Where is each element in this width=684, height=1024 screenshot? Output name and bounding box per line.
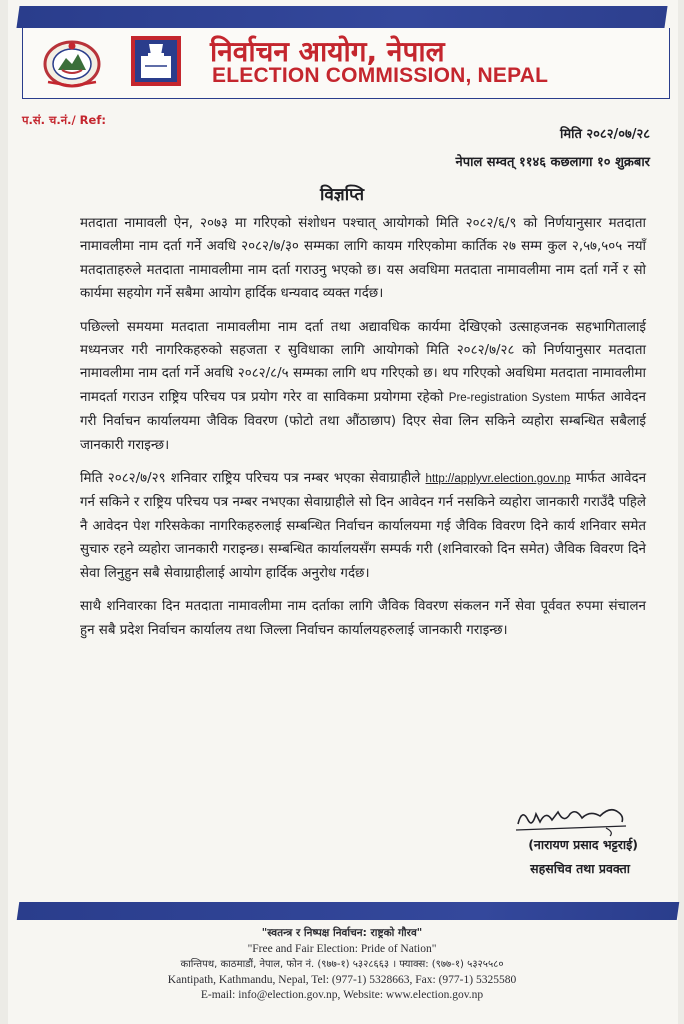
signatory-title: सहसचिव तथा प्रवक्ता [530,861,630,876]
footer-address-nepali: कान्तिपथ, काठमाडौं, नेपाल, फोन नं. (९७७-१) ५३२८६६३ । फ्याक्स: (९७७-१) ५३२५५८० [180,959,504,970]
paragraph-3 [80,467,646,585]
footer-address-english: Kantipath, Kathmandu, Nepal, Tel: (977-1) 5328663, Fax: (977-1) 5325580 [167,973,517,986]
reference-label: प.सं. च.नं./ Ref: [22,113,106,127]
notice-date: मिति २०८२/०७/२८ [559,127,650,142]
commission-title-english: ELECTION COMMISSION, NEPAL [212,64,549,87]
paragraph-1: मतदाता नामावली ऐन, २०७३ मा गरिएको संशोधन पश्चात् आयोगको मिति २०८२/६/९ को निर्णयानुसार मतदाता नामावलीमा नाम दर्ता गर्ने अवधि २०८२/७/३० सम्मका लागि कायम गरिएकोमा कार्तिक २७ सम्म कुल २,५७,५०५ नयाँ मतदाताहरुले मतदाता नामावलीमा नाम दर्ता गराउनु भएको छ। यस अवधिमा मतदाता नामावलीमा नाम दर्ता गर्ने र सो कार्यमा सहयोग गर्ने सबैमा आयोग हार्दिक धन्यवाद व्यक्त गर्दछ। [80,216,646,302]
paragraph-3-part-a: मिति २०८२/७/२९ शनिवार राष्ट्रिय परिचय पत्र नम्बर भएका सेवाग्राहीले [80,471,421,487]
commission-title-nepali: निर्वाचन आयोग, नेपाल [210,35,445,68]
apply-voter-registration-link[interactable]: http://applyvr.election.gov.np [425,473,571,486]
paragraph-4: साथै शनिवारका दिन मतदाता नामावलीमा नाम दर्ताका लागि जैविक विवरण संकलन गर्ने सेवा पूर्ववत रुपमा संचालन हुन सबै प्रदेश निर्वाचन कार्यालय तथा जिल्ला निर्वाचन कार्यालयहरुलाई जानकारी गराइन्छ। [80,599,646,638]
footer-contact: E-mail: info@election.gov.np, Website: www.election.gov.np [200,989,484,1001]
letterhead-footer [0,926,684,1004]
nepal-sambat-date: नेपाल सम्वत् ११४६ कछलागा १० शुक्रबार [455,155,650,170]
paragraph-2 [80,316,646,457]
handwritten-signature [510,798,640,838]
header-accent-bar [16,6,667,28]
footer-accent-bar [17,902,680,920]
pre-registration-system-term: Pre-registration System [448,391,571,404]
ballot-box-logo-icon [131,36,181,86]
footer-motto-english: "Free and Fair Election: Pride of Nation" [247,942,437,955]
paragraph-2-part-b: मार्फत आवेदन गरी निर्वाचन कार्यालयमा जैविक विवरण (फोटो तथा औंठाछाप) दिएर सेवा लिन सकिने व्यहोरा सम्बन्धित सबैलाई जानकारी गराइन्छ। [80,389,646,453]
signatory-name: (नारायण प्रसाद भट्टराई) [528,837,638,852]
nepal-emblem-icon [42,36,102,88]
notice-heading: विज्ञप्ति [319,185,365,205]
footer-motto-nepali: "स्वतन्त्र र निष्पक्ष निर्वाचन: राष्ट्रको गौरव" [261,927,423,939]
paragraph-2-part-a: पछिल्लो समयमा मतदाता नामावलीमा नाम दर्ता तथा अद्यावधिक कार्यमा देखिएको उत्साहजनक सहभागितालाई मध्यनजर गरी नागरिकहरुको सहजता र सुविधाका लागि आयोगको मिति २०८२/७/२८ को निर्णयानुसार मतदाता नामावलीमा नाम दर्ता गर्ने अवधि २०८२/८/५ सम्मका लागि थप गरिएको छ। थप गरिएको अवधिमा मतदाता नामावलीमा नामदर्ता गराउन राष्ट्रिय परिचय पत्र प्रयोग गरेर वा साविकमा प्रयोगमा रहेको [80,319,646,405]
notice-body [80,212,646,652]
paragraph-3-part-b: मार्फत आवेदन गर्न सकिने र राष्ट्रिय परिचय पत्र नम्बर नभएका सेवाग्राहीले सो दिन आवेदन गर्न नसकिने व्यहोरा जानकारी गराउँदै पहिले नै आवेदन पेश गरिसकेका नागरिकहरुलाई सम्बन्धित निर्वाचन कार्यालयमा गई जैविक विवरण दिने कार्य शनिवार समेत सुचारु रहने व्यहोरा जानकारी गराइन्छ। सम्बन्धित कार्यालयसँग सम्पर्क गरी (शनिवारको दिन समेत) जैविक विवरण दिने सेवा लिनुहुन सबै सेवाग्राहीलाई आयोग हार्दिक अनुरोध गर्दछ। [80,471,646,581]
